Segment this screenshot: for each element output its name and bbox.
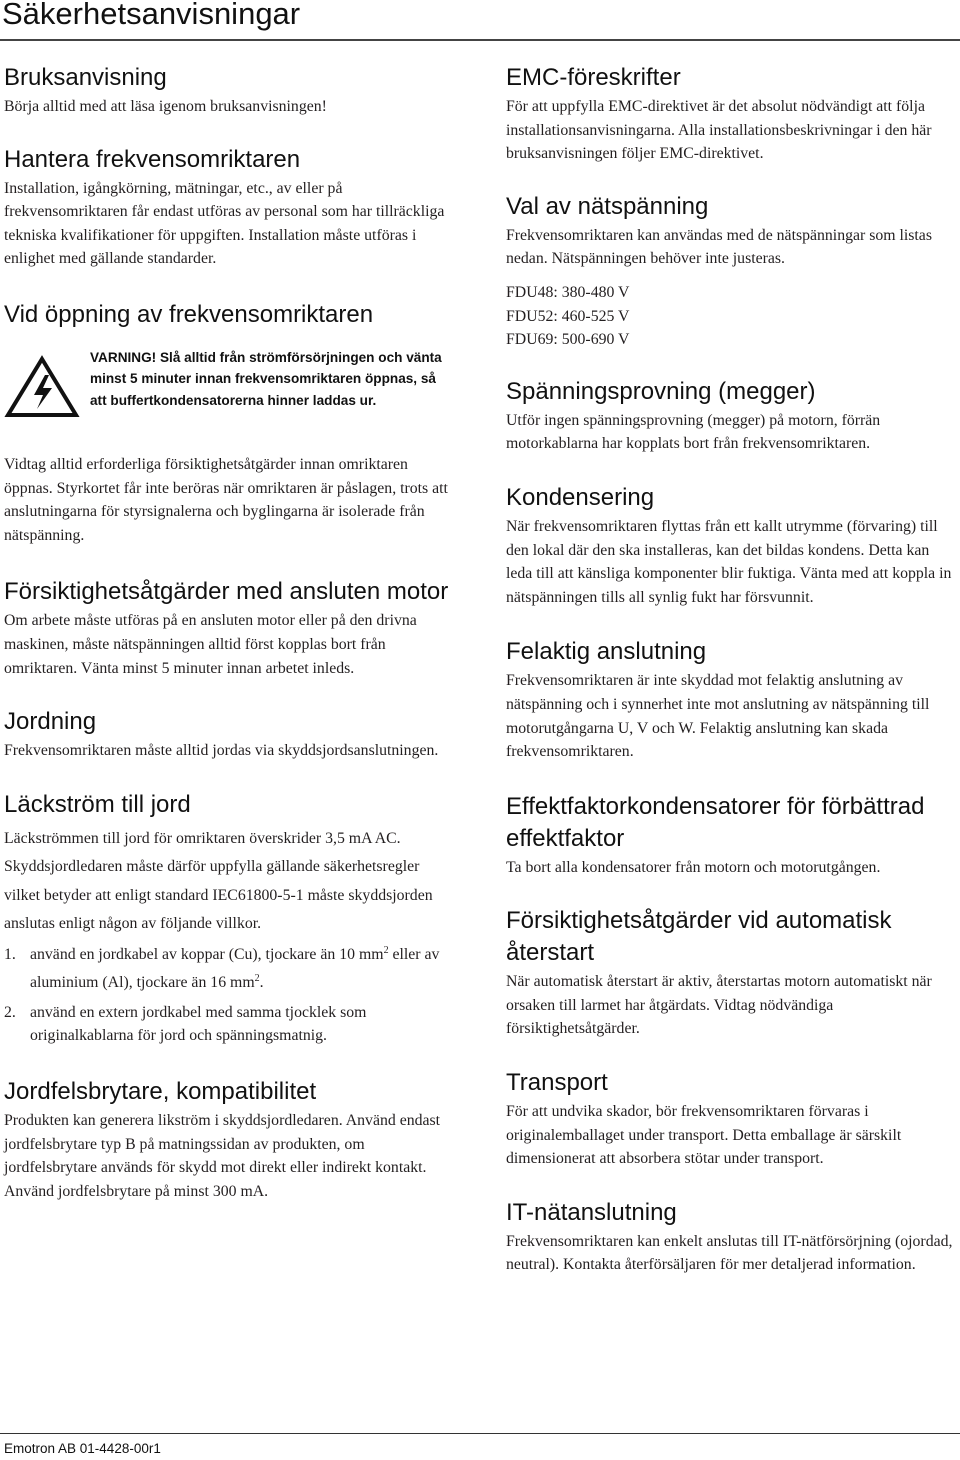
section-body: Börja alltid med att läsa igenom bruksanvisningen! — [4, 98, 327, 115]
section-body: Frekvensomriktaren är inte skyddad mot felaktig anslutning av nätspänning och i synnerhet inte mot anslutning av nätspänning till motorutgångarna U, V och W. Felaktig anslutning kan skada frekvensomriktaren. — [506, 672, 930, 761]
section-heading: Effektfaktorkondensatorer för förbättrad effektfaktor — [506, 792, 925, 852]
section-body: Ta bort alla kondensatorer från motorn och motorutgången. — [506, 858, 881, 876]
section-heading: EMC-föreskrifter — [506, 64, 681, 91]
section-body: Frekvensomriktaren kan användas med de nätspänningar som listas nedan. Nätspänningen behöver inte justeras. — [506, 226, 932, 268]
section-heading: Läckström till jord — [4, 790, 191, 818]
section-megger — [506, 376, 956, 456]
list-item — [4, 1001, 454, 1048]
section-body: Installation, igångkörning, mätningar, etc., av eller på frekvensomriktaren får endast utföras av personal som har tillräckliga tekniska kvalifikationer för uppgiften. Installation måste utföras i enlighet med gällande standarder. — [4, 179, 445, 268]
section-heading: Kondensering — [506, 483, 655, 511]
section-heading: Felaktig anslutning — [506, 638, 707, 666]
section-heading: Transport — [506, 1069, 608, 1097]
section-body: Frekvensomriktaren måste alltid jordas via skyddsjordsanslutningen. — [4, 742, 439, 760]
list-text: eller av aluminium (Al), tjockare än 16 mm — [30, 945, 440, 991]
right-column — [506, 62, 956, 1277]
section-aterstart — [506, 905, 956, 1041]
high-voltage-warning-icon — [4, 355, 80, 419]
list-text: använd en extern jordkabel med samma tjocklek som originalkablarna för jord och spänningsmatnig. — [30, 1003, 367, 1045]
section-heading: Försiktighetsåtgärder med ansluten motor — [4, 578, 449, 606]
list-item — [4, 941, 454, 997]
section-lackstrom — [4, 789, 454, 1048]
footer-divider — [0, 1433, 960, 1434]
left-column — [4, 62, 454, 1203]
section-body: För att uppfylla EMC-direktivet är det absolut nödvändigt att följa installationsanvisningarna. Alla installationsbeskrivningar i den här bruksanvisningen följer EMC-direktivet. — [506, 98, 932, 163]
superscript: 2 — [383, 944, 389, 956]
section-heading: Jordfelsbrytare, kompatibilitet — [4, 1077, 317, 1105]
section-body: Produkten kan generera likström i skyddsjordledaren. Använd endast jordfelsbrytare typ B på matningssidan av produkten, om jordfelsbrytare används för skydd mot direkt eller indirekt kontakt. Använd jordfelsbrytare på minst 300 mA. — [4, 1111, 441, 1200]
section-transport — [506, 1067, 956, 1171]
section-body: För att undvika skador, bör frekvensomriktaren förvaras i originalemballaget under transport. Detta emballage är särskilt dimensionerat att absorbera stötar under transport. — [506, 1103, 902, 1168]
voltage-item: FDU48: 380-480 V — [506, 283, 630, 301]
section-heading: Vid öppning av frekvensomriktaren — [4, 300, 374, 328]
section-heading: Försiktighetsåtgärder vid automatisk återstart — [506, 907, 892, 967]
section-body: När frekvensomriktaren flyttas från ett kallt utrymme (förvaring) till den lokal där den ska installeras, kan det bildas kondens. Detta kan leda till att känsliga komponenter blir fuktiga. Vänta med att koppla in nätspänningen tills all synlig fukt har försvunnit. — [506, 517, 952, 606]
section-emc — [506, 62, 956, 166]
section-effektfaktor — [506, 791, 956, 880]
section-felaktig — [506, 636, 956, 763]
section-heading: Hantera frekvensomriktaren — [4, 145, 301, 173]
section-it-nat — [506, 1197, 956, 1277]
section-vid-oppning — [4, 299, 454, 547]
warning-text: VARNING! Slå alltid från strömförsörjningen och vänta minst 5 minuter innan frekvensomriktaren öppnas, så att buffertkondensatorerna hinner laddas ur. — [90, 349, 442, 408]
section-heading: Jordning — [4, 708, 97, 736]
superscript: 2 — [254, 972, 260, 984]
section-body: Om arbete måste utföras på en ansluten motor eller på den drivna maskinen, måste nätspänningen alltid först kopplas bort från omriktaren. Vänta minst 5 minuter innan arbetet inleds. — [4, 612, 417, 677]
list-number: 2. — [4, 1003, 16, 1021]
section-heading: Val av nätspänning — [506, 192, 709, 220]
voltage-item: FDU52: 460-525 V — [506, 307, 630, 325]
section-body: Utför ingen spänningsprovning (megger) på motorn, förrän motorkablarna har kopplats bort från frekvensomriktaren. — [506, 411, 881, 453]
list-text: använd en jordkabel av koppar (Cu), tjockare än 10 mm — [30, 945, 384, 963]
section-jordning — [4, 706, 454, 763]
section-kondensering — [506, 482, 956, 609]
list-number: 1. — [4, 945, 16, 963]
section-ansluten-motor — [4, 576, 454, 680]
page-title: Säkerhetsanvisningar — [2, 0, 301, 31]
list-text: . — [259, 973, 264, 991]
section-jordfelsbrytare — [4, 1076, 454, 1203]
section-body: Vidtag alltid erforderliga försiktighetsåtgärder innan omriktaren öppnas. Styrkortet får inte beröras när omriktaren är påslagen, trots att anslutningarna för styrsignalerna och byglingarna är isolerade från nätspänning. — [4, 455, 448, 544]
condition-list — [4, 941, 454, 1048]
section-natspanning — [506, 191, 956, 352]
section-bruksanvisning — [4, 62, 454, 119]
section-hantera — [4, 144, 454, 271]
footer-text: Emotron AB 01-4428-00r1 — [4, 1441, 161, 1456]
warning-block — [4, 347, 454, 437]
section-body: Läckströmmen till jord för omriktaren överskrider 3,5 mA AC. Skyddsjordledaren måste därför uppfylla gällande säkerhetsregler vilket betyder att enligt standard IEC61800-5-1 måste skyddsjorden anslutas enligt någon av följande villkor. — [4, 829, 433, 933]
section-heading: Bruksanvisning — [4, 64, 167, 91]
section-heading: Spänningsprovning (megger) — [506, 377, 816, 405]
section-body: Frekvensomriktaren kan enkelt anslutas till IT-nätförsörjning (ojordad, neutral). Kontakta återförsäljaren för mer detaljerad information. — [506, 1232, 953, 1274]
section-heading: IT-nätanslutning — [506, 1198, 677, 1226]
title-divider — [0, 39, 960, 41]
voltage-item: FDU69: 500-690 V — [506, 331, 630, 349]
section-body: När automatisk återstart är aktiv, återstartas motorn automatiskt när orsaken till larmet har åtgärdats. Vidtag nödvändiga försiktighetsåtgärder. — [506, 973, 932, 1038]
